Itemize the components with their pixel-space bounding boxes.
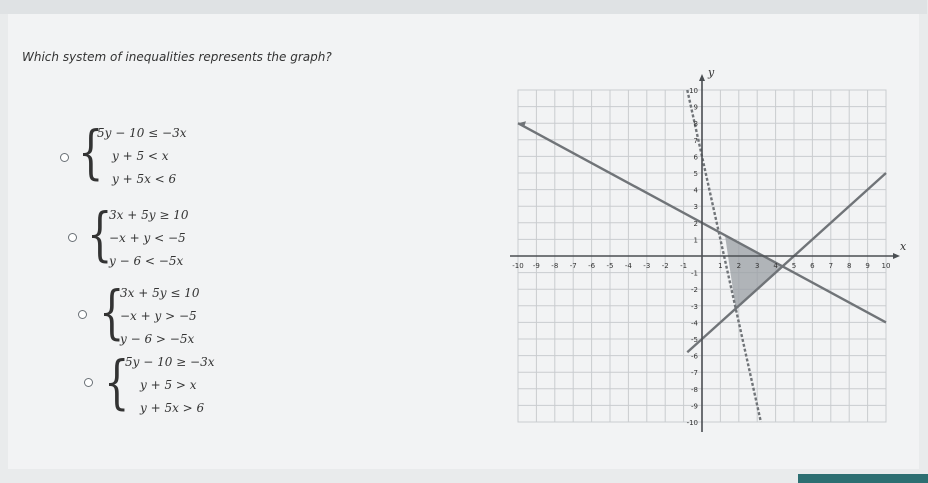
coordinate-graph: [510, 48, 905, 426]
option-1-line-2: y + 5 < x: [112, 149, 169, 163]
option-2-radio[interactable]: [68, 233, 77, 242]
x-tick-label: -10: [512, 262, 524, 270]
axes: [510, 74, 900, 432]
option-4-line-2: y + 5 > x: [140, 378, 197, 392]
y-tick-label: 3: [693, 203, 698, 212]
x-tick-label: 5: [791, 262, 797, 270]
x-axis-arrow-icon: [893, 253, 900, 259]
y-tick-label: -1: [691, 269, 698, 278]
x-tick-label: -9: [532, 262, 540, 270]
option-3-radio[interactable]: [78, 310, 87, 319]
option-4-radio[interactable]: [84, 378, 93, 387]
y-tick-label: 7: [693, 136, 698, 145]
option-4-line-1: 5y − 10 ≥ −3x: [125, 355, 215, 369]
option-1-line-1: 5y − 10 ≤ −3x: [97, 126, 187, 140]
option-3-brace: {: [99, 280, 125, 347]
x-tick-label: 4: [773, 262, 778, 270]
y-tick-label: -9: [691, 402, 698, 411]
y-tick-label: 9: [693, 103, 698, 112]
y-axis-label: y: [708, 66, 715, 79]
question-text: Which system of inequalities represents the graph?: [22, 50, 332, 64]
y-tick-label: -2: [691, 286, 698, 295]
y-axis-arrow-icon: [699, 74, 705, 81]
y-tick-label: -4: [691, 319, 698, 328]
x-tick-label: -6: [588, 262, 596, 270]
x-tick-label: -5: [606, 262, 614, 270]
line-y-eq-x-minus-5: [687, 173, 886, 352]
y-tick-label: -10: [686, 419, 698, 427]
x-tick-label: 8: [846, 262, 852, 270]
y-tick-label: 2: [693, 219, 698, 228]
x-tick-label: 3: [754, 262, 760, 270]
y-tick-label: 5: [693, 170, 698, 178]
x-tick-label: 2: [736, 262, 742, 270]
x-tick-label: -4: [624, 262, 632, 270]
y-tick-label: -3: [691, 302, 698, 311]
y-tick-label: -7: [691, 369, 698, 378]
option-4-brace: {: [104, 350, 130, 417]
x-tick-label: -1: [680, 262, 688, 270]
x-tick-label: 10: [881, 262, 891, 270]
option-4-line-3: y + 5x > 6: [140, 401, 205, 415]
bottom-accent-bar: [798, 474, 928, 483]
option-2-line-1: 3x + 5y ≥ 10: [109, 208, 189, 222]
x-tick-label: -7: [569, 262, 577, 270]
y-tick-label: -6: [691, 352, 698, 361]
y-tick-label: 10: [689, 87, 698, 95]
option-3-line-2: −x + y > −5: [120, 309, 197, 323]
option-3-line-3: y − 6 > −5x: [120, 332, 195, 346]
y-tick-label: -8: [691, 385, 698, 394]
x-tick-label: -8: [551, 262, 559, 270]
y-tick-label: 8: [693, 120, 698, 129]
y-tick-label: -5: [691, 336, 698, 344]
option-1-radio[interactable]: [60, 153, 69, 162]
x-axis-label: x: [900, 240, 907, 253]
option-2-brace: {: [87, 202, 113, 269]
option-1-brace: {: [78, 120, 104, 187]
option-2-line-2: −x + y < −5: [109, 231, 186, 245]
y-tick-label: 6: [693, 153, 698, 162]
x-tick-label: 1: [718, 262, 723, 270]
x-tick-label: -3: [643, 262, 651, 270]
y-tick-label: 1: [693, 236, 698, 245]
y-tick-label: 4: [693, 186, 698, 195]
question-card: [8, 14, 919, 469]
x-tick-label: -2: [661, 262, 669, 270]
top-band: [0, 0, 927, 14]
option-3-line-1: 3x + 5y ≤ 10: [120, 286, 200, 300]
x-tick-label: 7: [828, 262, 834, 270]
option-2-line-3: y − 6 < −5x: [109, 254, 184, 268]
x-tick-label: 9: [865, 262, 870, 270]
option-1-line-3: y + 5x < 6: [112, 172, 177, 186]
x-tick-label: 6: [810, 262, 815, 270]
